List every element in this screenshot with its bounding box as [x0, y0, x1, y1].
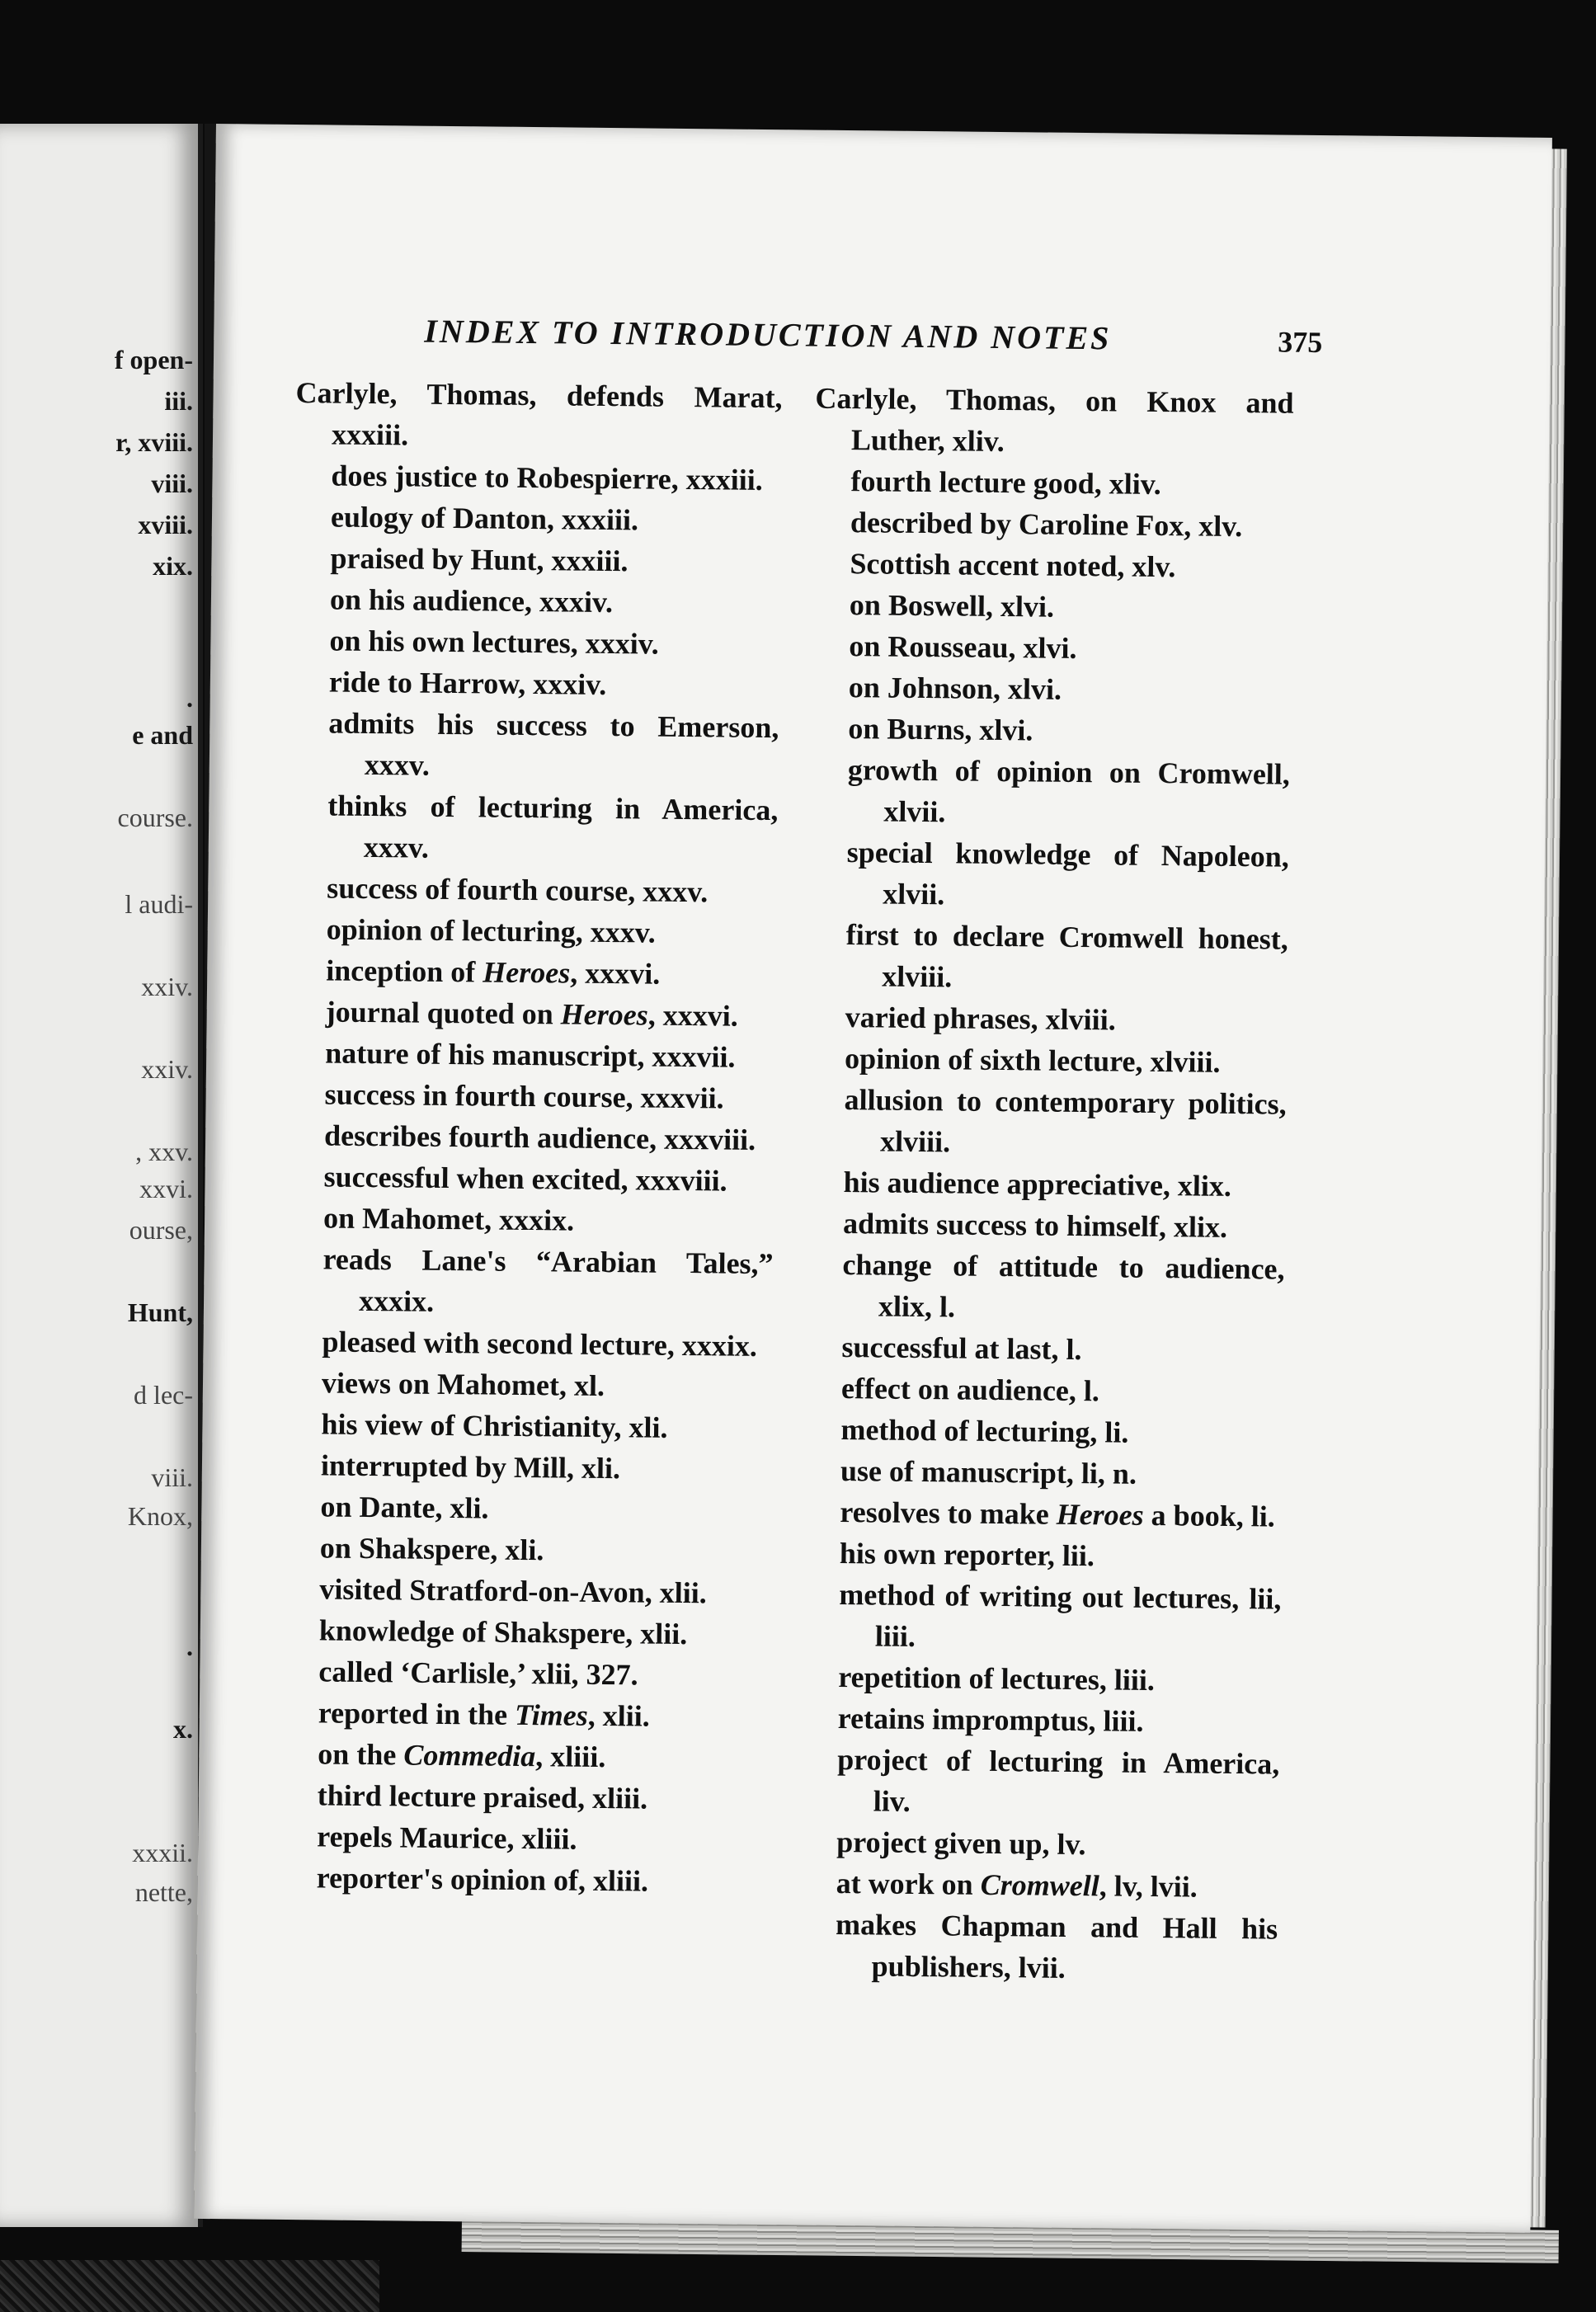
index-entry: [290, 949, 776, 996]
left-page-fragment: xxiv.: [141, 1054, 193, 1084]
entry-text: reported in the: [318, 1696, 516, 1731]
index-entry: [803, 1491, 1282, 1537]
index-entry: nature of his manuscript, xxxvii.: [325, 1036, 736, 1074]
entry-text: , xxxvi.: [647, 998, 738, 1033]
index-entry: method of writing out lectures, lii, liii.: [839, 1578, 1282, 1653]
left-page-fragment: xxvi.: [139, 1174, 193, 1203]
index-entry: fourth lecture good, xliv.: [850, 464, 1162, 501]
left-page-fragment: .: [186, 683, 193, 713]
index-entry: admits success to himself, xlix.: [842, 1207, 1228, 1244]
running-head: INDEX TO INTRODUCTION AND NOTES: [424, 312, 1112, 357]
index-entry: on Johnson, xlvi.: [848, 671, 1062, 706]
index-entry: makes Chapman and Hall his publishers, lvii.: [835, 1907, 1278, 1985]
index-entry: on Boswell, xlvi.: [849, 588, 1055, 624]
index-entry: his audience appreciative, xlix.: [843, 1165, 1232, 1203]
index-entry: varied phrases, xlviii.: [845, 1001, 1116, 1037]
index-entry: project of lecturing in America, liv.: [837, 1742, 1280, 1818]
index-entry: growth of opinion on Cromwell, xlvii.: [847, 753, 1291, 829]
index-entry: ride to Harrow, xxxiv.: [328, 665, 607, 701]
index-page: [194, 124, 1552, 2233]
index-entry: described by Caroline Fox, xlv.: [850, 506, 1243, 544]
index-entry: special knowledge of Napoleon, xlvii.: [846, 836, 1289, 911]
entry-text: resolves to make: [840, 1495, 1057, 1531]
index-entry: his view of Christianity, xli.: [321, 1407, 668, 1444]
left-page-fragment: l audi-: [125, 889, 193, 919]
left-page-fragment: e and: [132, 720, 193, 750]
entry-text: on the: [318, 1737, 404, 1772]
index-column-left: [280, 372, 782, 1903]
index-entry: reads Lane's “Arabian Tales,” xxxix.: [322, 1242, 774, 1318]
index-entry: knowledge of Shakspere, xlii.: [318, 1613, 688, 1651]
index-entry: on Rousseau, xlvi.: [849, 629, 1077, 665]
index-entry: interrupted by Mill, xli.: [320, 1448, 621, 1486]
left-page-fragment: xxiv.: [141, 972, 193, 1001]
index-entry: his own reporter, lii.: [839, 1537, 1095, 1573]
index-entry: admits his success to Emerson, xxxv.: [328, 706, 779, 782]
index-entry: on his own lectures, xxxiv.: [329, 624, 660, 661]
index-entry: Carlyle, Thomas, defends Marat, xxxiii.: [295, 376, 783, 452]
index-entry: on Mahomet, xxxix.: [322, 1201, 575, 1237]
index-entry: change of attitude to audience, xlix, l.: [842, 1248, 1285, 1324]
index-entry: first to declare Cromwell honest, xlviii.: [845, 918, 1288, 994]
index-entry: [281, 1733, 768, 1779]
index-entry: on Dante, xli.: [320, 1490, 489, 1525]
index-entry: opinion of lecturing, xxxv.: [326, 912, 657, 949]
index-entry: third lecture praised, xliii.: [317, 1778, 648, 1815]
index-entry: reporter's opinion of, xliii.: [316, 1861, 649, 1898]
left-page-fragment: nette,: [134, 1877, 193, 1907]
page-number: 375: [1278, 325, 1323, 360]
left-page-fragment: Knox,: [127, 1501, 193, 1531]
index-entry: thinks of lecturing in America, xxxv.: [327, 789, 779, 864]
index-entry: does justice to Robespierre, xxxiii.: [331, 459, 763, 497]
index-entry: successful at last, l.: [841, 1330, 1082, 1367]
entry-title-italic: Heroes: [560, 997, 648, 1032]
index-entry: [289, 991, 775, 1037]
entry-text: a book, li.: [1143, 1498, 1275, 1533]
left-page-fragment: ourse,: [129, 1215, 193, 1245]
index-entry: eulogy of Danton, xxxiii.: [330, 500, 639, 537]
index-entry: on his audience, xxxiv.: [329, 582, 614, 619]
entry-title-italic: Commedia: [403, 1738, 536, 1773]
left-page-fragment: course.: [117, 803, 193, 832]
entry-text: at work on: [836, 1866, 981, 1901]
left-page-fragment: iii.: [164, 386, 193, 416]
index-entry: [799, 1862, 1278, 1909]
index-entry: called ‘Carlisle,’ xlii, 327.: [318, 1655, 638, 1692]
index-entry: success of fourth course, xxxv.: [327, 871, 709, 909]
left-page-fragment: Hunt,: [127, 1297, 193, 1327]
index-entry: pleased with second lecture, xxxix.: [322, 1325, 758, 1363]
index-entry: successful when excited, xxxviii.: [323, 1160, 727, 1198]
index-entry: success in fourth course, xxxvii.: [324, 1077, 724, 1115]
left-page-fragment: , xxv.: [135, 1137, 193, 1166]
left-page-fragment: viii.: [151, 469, 193, 498]
index-entry: Scottish accent noted, xlv.: [850, 547, 1176, 584]
entry-text: , xliii.: [535, 1740, 606, 1774]
index-entry: on Shakspere, xli.: [319, 1531, 544, 1567]
index-entry: retains impromptus, liii.: [837, 1702, 1144, 1738]
index-entry: repels Maurice, xliii.: [317, 1820, 577, 1856]
left-page-fragment: xxxii.: [132, 1838, 193, 1867]
index-entry: use of manuscript, li, n.: [840, 1454, 1137, 1490]
index-entry: effect on audience, l.: [840, 1372, 1100, 1408]
index-entry: on Burns, xlvi.: [848, 712, 1033, 747]
index-entry: visited Stratford-on-Avon, xlii.: [319, 1572, 707, 1610]
index-entry: method of lecturing, li.: [840, 1413, 1129, 1449]
left-page-fragment: d lec-: [134, 1380, 193, 1410]
index-entry: views on Mahomet, xl.: [321, 1366, 605, 1403]
left-page-fragment: x.: [173, 1714, 193, 1744]
left-page-fragment: r, xviii.: [115, 427, 193, 457]
index-entry: opinion of sixth lecture, xlviii.: [844, 1042, 1221, 1079]
entry-title-italic: Heroes: [1056, 1497, 1144, 1532]
background-texture: [0, 2260, 379, 2312]
index-column-right: [798, 378, 1293, 1991]
index-entry: Carlyle, Thomas, on Knox and Luther, xliv.: [815, 381, 1294, 459]
entry-title-italic: Times: [514, 1698, 588, 1732]
entry-text: , xlii.: [587, 1698, 651, 1733]
entry-text: , lv, lvii.: [1099, 1869, 1198, 1904]
entry-title-italic: Heroes: [483, 955, 571, 990]
index-entry: praised by Hunt, xxxiii.: [330, 541, 629, 578]
left-page-fragment: viii.: [151, 1462, 193, 1492]
index-entry: repetition of lectures, liii.: [838, 1660, 1156, 1698]
left-page-fragment: f open-: [114, 345, 193, 374]
index-entry: allusion to contemporary politics, xlviii.: [844, 1083, 1287, 1159]
left-page-fragment: xix.: [153, 551, 193, 581]
index-entry: [282, 1692, 769, 1738]
index-entry: describes fourth audience, xxxviii.: [323, 1118, 756, 1156]
entry-text: , xxxvi.: [570, 956, 661, 991]
entry-title-italic: Cromwell: [980, 1867, 1099, 1903]
left-page-fragment: .: [186, 1632, 193, 1661]
entry-text: journal quoted on: [325, 995, 562, 1031]
entry-text: inception of: [326, 954, 483, 989]
left-page-fragment: xviii.: [138, 510, 193, 539]
previous-page: [0, 124, 203, 2227]
index-entry: project given up, lv.: [836, 1825, 1086, 1862]
